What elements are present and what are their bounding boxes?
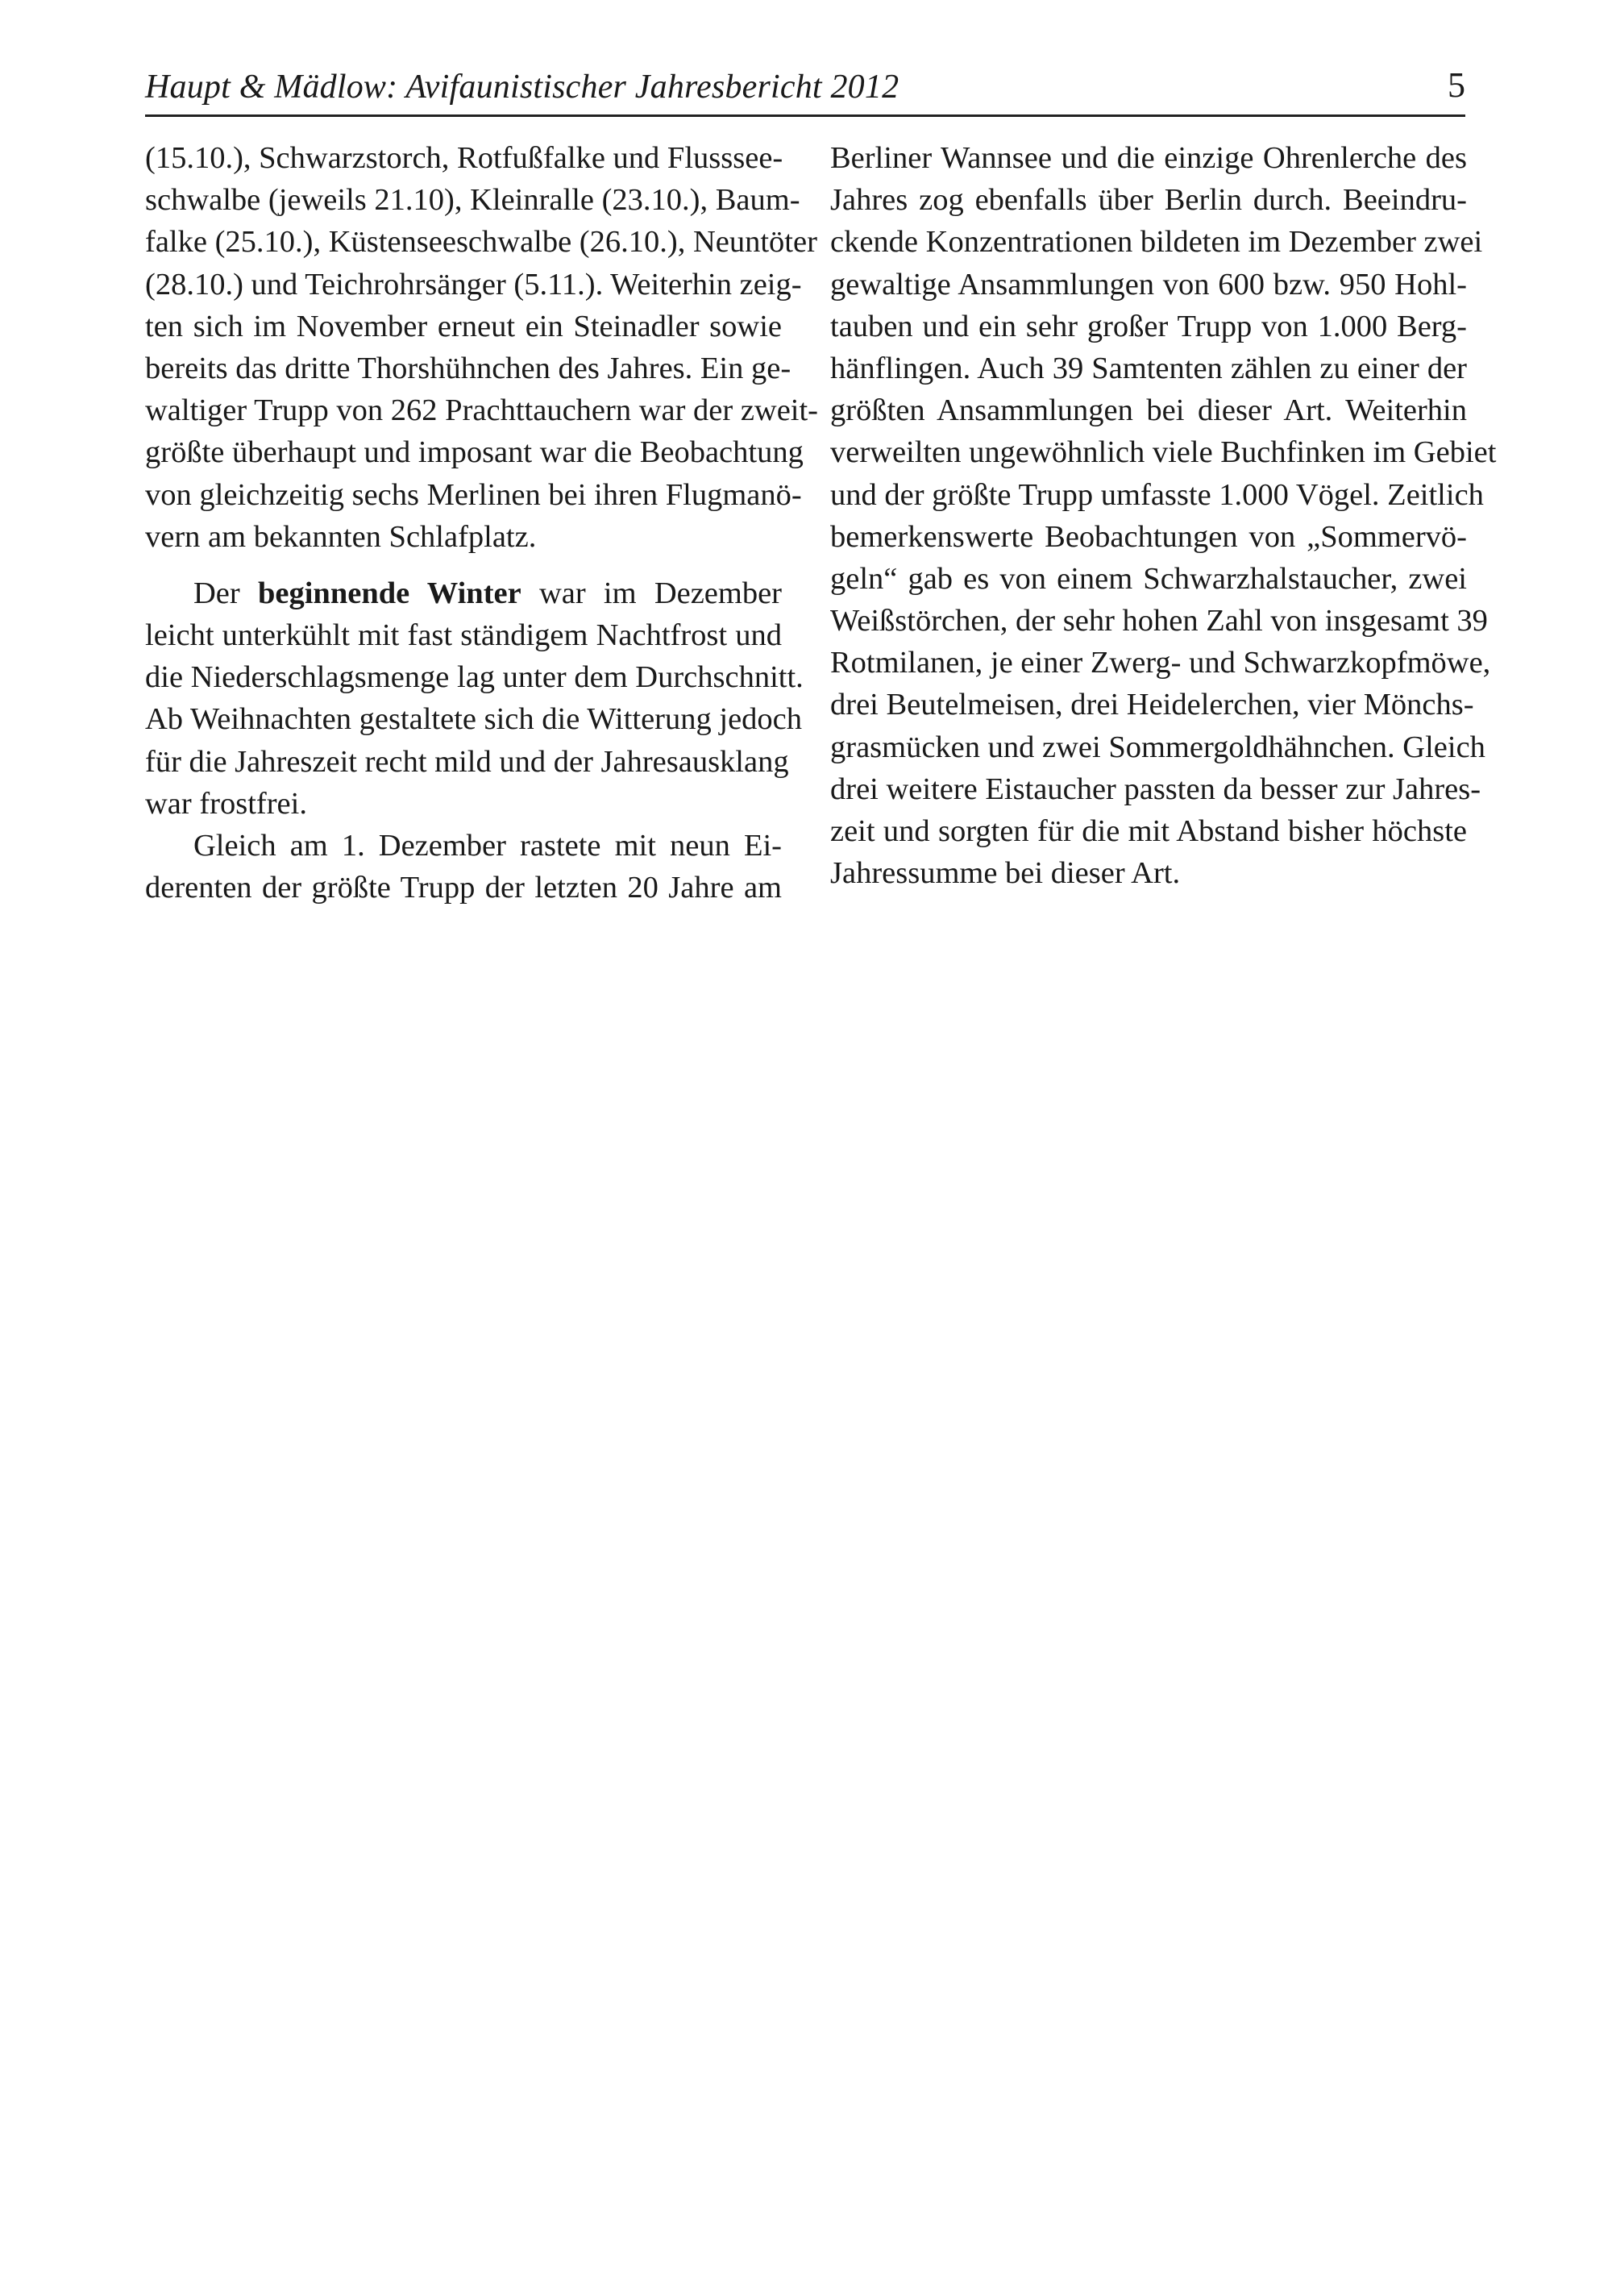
text-line: falke (25.10.), Küstenseeschwalbe (26.10.), Neuntöter [145, 225, 817, 260]
text-line: und der größte Trupp umfasste 1.000 Vögel. Zeitlich [830, 477, 1484, 512]
text-line: bemerkenswerte Beobachtungen von „Sommervö- [830, 519, 1467, 554]
text-line: die Niederschlagsmenge lag unter dem Durchschnitt. [145, 660, 804, 695]
right-column [830, 137, 1497, 894]
text-line: Berliner Wannsee und die einzige Ohrenlerche des [830, 141, 1467, 175]
left-column [145, 137, 819, 909]
text-line: schwalbe (jeweils 21.10), Kleinralle (23.10.), Baum- [145, 183, 800, 218]
text-line: geln“ gab es von einem Schwarzhalstaucher, zwei [830, 561, 1467, 596]
section-keyword: beginnende Winter [257, 576, 521, 610]
text-line: ckende Konzentrationen bildeten im Dezember zwei [830, 225, 1483, 260]
paragraph-autumn-records [145, 137, 819, 558]
text-line: leicht unterkühlt mit fast ständigem Nachtfrost und [145, 618, 782, 653]
text-line: war frostfrei. [145, 786, 307, 821]
text-line: hänflingen. Auch 39 Samtenten zählen zu einer der [830, 351, 1467, 385]
page-number: 5 [1448, 65, 1465, 105]
text-line: größten Ansammlungen bei dieser Art. Weiterhin [830, 393, 1467, 428]
page-header [145, 63, 1465, 117]
text-run: Der [193, 576, 258, 610]
text-line: Gleich am 1. Dezember rastete mit neun Ei- [193, 829, 782, 863]
paragraph-december-records [145, 825, 782, 909]
text-run: war im Dezember [521, 576, 782, 610]
text-line: (28.10.) und Teichrohrsänger (5.11.). Weiterhin zeig- [145, 267, 802, 302]
text-line: ten sich im November erneut ein Steinadler sowie [145, 309, 782, 343]
text-line: Weißstörchen, der sehr hohen Zahl von insgesamt 39 [830, 604, 1488, 638]
text-line: derenten der größte Trupp der letzten 20 Jahre am [145, 871, 782, 905]
text-line: für die Jahreszeit recht mild und der Jahresausklang [145, 744, 789, 779]
text-line: zeit und sorgten für die mit Abstand bisher höchste [830, 814, 1467, 848]
text-line: gewaltige Ansammlungen von 600 bzw. 950 Hohl- [830, 267, 1467, 302]
text-line: vern am bekannten Schlafplatz. [145, 519, 537, 554]
running-title: Haupt & Mädlow: Avifaunistischer Jahresbericht 2012 [145, 69, 899, 106]
text-line: verweilten ungewöhnlich viele Buchfinken im Gebiet [830, 435, 1497, 470]
text-line: Jahres zog ebenfalls über Berlin durch. Beeindru- [830, 183, 1467, 218]
text-line: Ab Weihnachten gestaltete sich die Witterung jedoch [145, 702, 803, 737]
text-line: (15.10.), Schwarzstorch, Rotfußfalke und Flusssee- [145, 141, 783, 175]
paragraph-winter-weather [145, 572, 804, 825]
text-line: Rotmilanen, je einer Zwerg- und Schwarzkopfmöwe, [830, 646, 1491, 680]
text-line: drei Beutelmeisen, drei Heidelerchen, vier Mönchs- [830, 688, 1474, 722]
text-line: größte überhaupt und imposant war die Beobachtung [145, 435, 804, 470]
text-line: bereits das dritte Thorshühnchen des Jahres. Ein ge- [145, 351, 791, 385]
text-line: Jahressumme bei dieser Art. [830, 856, 1181, 891]
paragraph-gap [145, 558, 782, 572]
text-line: tauben und ein sehr großer Trupp von 1.000 Berg- [830, 309, 1467, 343]
text-line: von gleichzeitig sechs Merlinen bei ihren Flugmanö- [145, 477, 802, 512]
text-line [145, 572, 782, 614]
text-line: grasmücken und zwei Sommergoldhähnchen. Gleich [830, 730, 1485, 764]
text-line: waltiger Trupp von 262 Prachttauchern war der zweit- [145, 393, 819, 428]
text-line: drei weitere Eistaucher passten da besser zur Jahres- [830, 772, 1481, 806]
